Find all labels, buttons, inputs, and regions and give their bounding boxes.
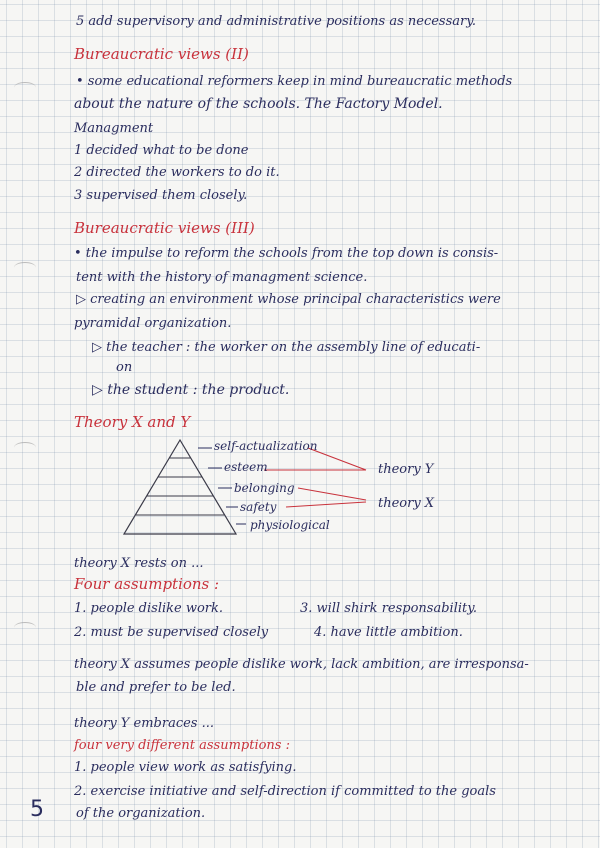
note-line: theory X assumes people dislike work, lack ambition, are irresponsa- [74,657,529,672]
assumption-item: 4. have little ambition. [314,625,463,640]
heading-four-assumptions: Four assumptions : [74,575,220,593]
pyramid-outline [124,440,236,534]
list-item: 1 decided what to be done [74,143,249,158]
subheading-managment: Managment [74,121,154,136]
level-self-actualization: self-actualization [214,439,318,453]
binder-hole [14,622,36,633]
heading-theory-x-and-y: Theory X and Y [74,413,191,431]
note-line: on [116,360,133,375]
subheading-theory-x: theory X rests on ... [74,556,204,571]
label-theory-y: theory Y [378,462,434,477]
theory-x-arrow [286,502,366,507]
assumption-item: 1. people dislike work. [74,601,224,616]
note-line: 5 add supervisory and administrative positions as necessary. [76,14,476,29]
label-theory-x: theory X [378,496,435,511]
binder-hole [14,262,36,273]
note-line: about the nature of the schools. The Factory Model. [74,96,443,112]
assumption-item: 2. exercise initiative and self-direction if committed to the goals [74,784,496,799]
level-safety: safety [240,500,277,514]
level-physiological: physiological [250,518,330,532]
list-item: 3 supervised them closely. [74,188,248,203]
note-line: ▷ the student : the product. [92,382,290,398]
level-esteem: esteem [224,460,268,474]
page-number: 5 [30,797,44,822]
heading-bureaucratic-views-3: Bureaucratic views (III) [74,219,255,237]
note-line: ▷ creating an environment whose principal characteristics were [76,292,501,307]
note-line: pyramidal organization. [74,316,232,331]
assumption-item: of the organization. [76,806,206,821]
theory-x-arrow [298,488,366,500]
level-belonging: belonging [234,481,295,495]
note-line: tent with the history of managment science. [76,270,368,285]
note-line: ▷ the teacher : the worker on the assembly line of educati- [92,340,481,355]
subheading-theory-y: theory Y embraces ... [74,716,215,731]
assumption-item: 2. must be supervised closely [74,625,269,640]
assumption-item: 1. people view work as satisfying. [74,760,297,775]
note-line: • some educational reformers keep in mind bureaucratic methods [76,74,513,89]
note-line: ble and prefer to be led. [76,680,236,695]
heading-bureaucratic-views-2: Bureaucratic views (II) [74,45,249,63]
heading-four-different-assumptions: four very different assumptions : [74,738,290,753]
note-line: • the impulse to reform the schools from the top down is consis- [74,246,499,261]
list-item: 2 directed the workers to do it. [74,165,280,180]
binder-hole [14,82,36,93]
assumption-item: 3. will shirk responsability. [300,601,477,616]
binder-hole [14,442,36,453]
